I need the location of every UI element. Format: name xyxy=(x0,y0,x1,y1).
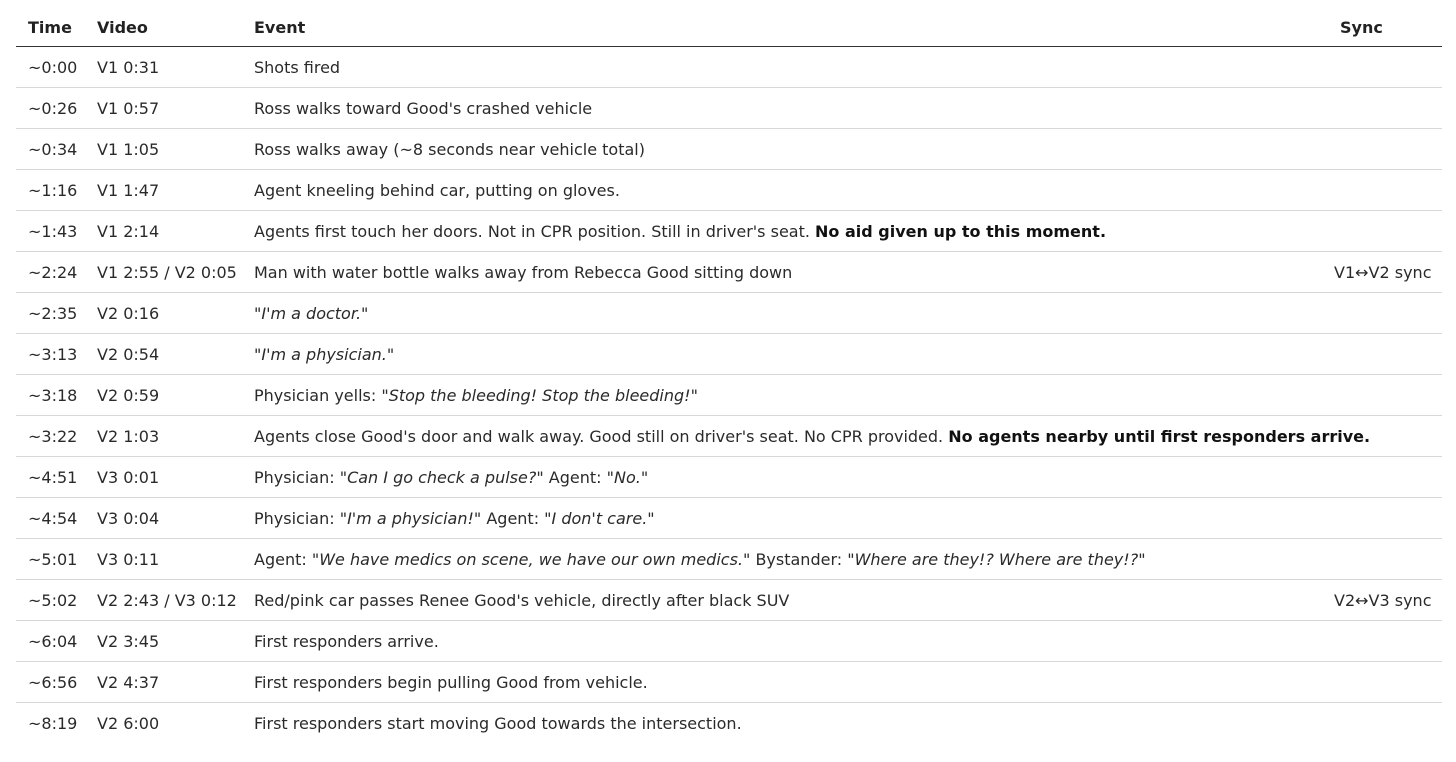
header-row xyxy=(16,8,1442,47)
event-cell xyxy=(242,416,1371,457)
event-cell xyxy=(242,662,1322,703)
table-row xyxy=(16,252,1442,293)
sync-cell xyxy=(1322,621,1442,662)
video-cell: V1 1:47 xyxy=(85,170,242,211)
event-quote: No. xyxy=(613,467,641,487)
event-text: First responders start moving Good towards the intersection. xyxy=(254,713,742,733)
table-header xyxy=(16,8,1442,47)
header-event: Event xyxy=(242,8,1322,47)
table-row xyxy=(16,211,1442,252)
time-cell: ~3:18 xyxy=(16,375,85,416)
event-text: Agent: " xyxy=(254,549,320,569)
event-cell xyxy=(242,293,1322,334)
video-cell: V1 2:14 xyxy=(85,211,242,252)
event-text: Agents close Good's door and walk away. Good still on driver's seat. No CPR provided. xyxy=(254,426,949,446)
event-text: Shots fired xyxy=(254,57,341,77)
event-text: " xyxy=(640,467,649,487)
table-row xyxy=(16,498,1442,539)
time-cell: ~1:43 xyxy=(16,211,85,252)
time-cell: ~5:02 xyxy=(16,580,85,621)
event-text: " Agent: " xyxy=(536,467,614,487)
event-cell xyxy=(242,211,1322,252)
event-quote: "I'm a physician." xyxy=(254,344,395,364)
sync-cell xyxy=(1322,293,1442,334)
time-cell: ~5:01 xyxy=(16,539,85,580)
event-quote: Stop the bleeding! Stop the bleeding! xyxy=(388,385,691,405)
event-quote: I'm a physician! xyxy=(347,508,474,528)
time-cell: ~4:54 xyxy=(16,498,85,539)
table-row xyxy=(16,334,1442,375)
header-sync: Sync xyxy=(1322,8,1442,47)
event-cell xyxy=(242,252,1322,293)
table-row xyxy=(16,621,1442,662)
table-body xyxy=(16,47,1442,744)
event-quote: Where are they!? Where are they!? xyxy=(854,549,1139,569)
table-row xyxy=(16,375,1442,416)
sync-cell xyxy=(1322,47,1442,88)
time-cell: ~2:35 xyxy=(16,293,85,334)
event-text: Ross walks away (~8 seconds near vehicle total) xyxy=(254,139,645,159)
sync-cell xyxy=(1322,539,1442,580)
video-cell: V1 0:31 xyxy=(85,47,242,88)
sync-cell xyxy=(1322,662,1442,703)
time-cell: ~3:22 xyxy=(16,416,85,457)
video-cell: V2 0:59 xyxy=(85,375,242,416)
event-text: Man with water bottle walks away from Rebecca Good sitting down xyxy=(254,262,793,282)
event-text: " Agent: " xyxy=(473,508,552,528)
event-text: First responders arrive. xyxy=(254,631,439,651)
timeline-table xyxy=(16,8,1442,743)
video-cell: V3 0:11 xyxy=(85,539,242,580)
table-row xyxy=(16,703,1442,744)
video-cell: V2 6:00 xyxy=(97,713,160,733)
table-row xyxy=(16,129,1442,170)
video-cell: V1 2:55 / V2 0:05 xyxy=(85,252,242,293)
event-text: " xyxy=(1138,549,1146,569)
event-text: " Bystander: " xyxy=(743,549,855,569)
time-cell: ~4:51 xyxy=(16,457,85,498)
event-cell xyxy=(242,170,1322,211)
table-row xyxy=(16,416,1442,457)
time-cell: ~3:13 xyxy=(16,334,85,375)
time-cell: ~6:56 xyxy=(16,662,85,703)
event-cell xyxy=(242,375,1322,416)
event-text: First responders begin pulling Good from vehicle. xyxy=(254,672,648,692)
sync-cell xyxy=(1322,334,1442,375)
video-cell: V2 1:03 xyxy=(85,416,242,457)
video-cell: V2 4:37 xyxy=(85,662,242,703)
event-text: Agent kneeling behind car, putting on gloves. xyxy=(254,180,620,200)
sync-cell xyxy=(1322,211,1442,252)
event-text: Physician: " xyxy=(254,508,348,528)
table-row xyxy=(16,457,1442,498)
event-text: Ross walks toward Good's crashed vehicle xyxy=(254,98,593,118)
video-cell: V2 0:16 xyxy=(85,293,242,334)
video-cell: V1 0:57 xyxy=(85,88,242,129)
time-cell: ~1:16 xyxy=(16,170,85,211)
event-cell xyxy=(242,539,1322,580)
table-row xyxy=(16,662,1442,703)
header-time: Time xyxy=(16,8,85,47)
time-cell: ~8:19 xyxy=(28,713,78,733)
event-cell xyxy=(242,334,1322,375)
sync-cell: V2↔V3 sync xyxy=(1322,580,1442,621)
table-row xyxy=(16,580,1442,621)
event-text: " xyxy=(690,385,698,405)
video-cell: V3 0:01 xyxy=(85,457,242,498)
header-video: Video xyxy=(85,8,242,47)
sync-cell xyxy=(1322,375,1442,416)
video-cell: V2 2:43 / V3 0:12 xyxy=(85,580,242,621)
event-quote: I don't care. xyxy=(551,508,648,528)
video-cell: V2 3:45 xyxy=(85,621,242,662)
event-cell xyxy=(242,129,1322,170)
event-quote: Can I go check a pulse? xyxy=(347,467,537,487)
event-cell xyxy=(242,580,1322,621)
table-row xyxy=(16,293,1442,334)
time-cell: ~0:00 xyxy=(16,47,85,88)
time-cell: ~0:34 xyxy=(16,129,85,170)
sync-cell xyxy=(1322,457,1442,498)
time-cell: ~2:24 xyxy=(16,252,85,293)
event-cell xyxy=(242,621,1322,662)
table-row xyxy=(16,88,1442,129)
event-cell xyxy=(242,47,1322,88)
sync-cell xyxy=(1322,88,1442,129)
event-quote: "I'm a doctor." xyxy=(254,303,369,323)
video-cell: V2 0:54 xyxy=(85,334,242,375)
event-cell xyxy=(242,498,1322,539)
event-quote: We have medics on scene, we have our own medics. xyxy=(319,549,743,569)
video-cell: V3 0:04 xyxy=(85,498,242,539)
video-cell: V1 1:05 xyxy=(85,129,242,170)
table-row xyxy=(16,170,1442,211)
event-text: Physician yells: " xyxy=(254,385,389,405)
event-emphasis: No aid given up to this moment. xyxy=(815,221,1107,241)
event-text: " xyxy=(647,508,655,528)
table-row xyxy=(16,47,1442,88)
event-emphasis: No agents nearby until first responders arrive. xyxy=(948,426,1371,446)
sync-cell xyxy=(1322,129,1442,170)
sync-cell: V1↔V2 sync xyxy=(1322,252,1442,293)
event-text: Physician: " xyxy=(254,467,348,487)
event-cell xyxy=(242,457,1322,498)
table-row xyxy=(16,539,1442,580)
sync-cell xyxy=(1322,170,1442,211)
time-cell: ~0:26 xyxy=(16,88,85,129)
time-cell: ~6:04 xyxy=(16,621,85,662)
event-cell xyxy=(242,88,1322,129)
sync-cell xyxy=(1322,703,1442,744)
event-cell xyxy=(242,703,1322,744)
sync-cell xyxy=(1322,498,1442,539)
event-text: Agents first touch her doors. Not in CPR position. Still in driver's seat. xyxy=(254,221,816,241)
event-text: Red/pink car passes Renee Good's vehicle, directly after black SUV xyxy=(254,590,790,610)
